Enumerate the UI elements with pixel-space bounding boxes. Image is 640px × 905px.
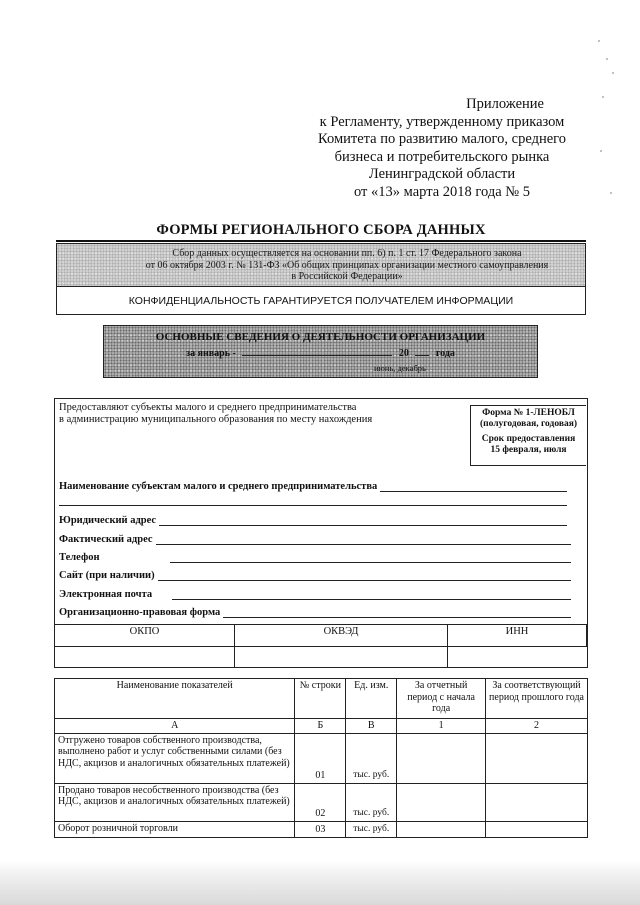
form-periodicity: (полугодовая, годовая): [479, 419, 578, 429]
col-letter-b: Б: [295, 719, 346, 734]
entity-name-input[interactable]: [380, 481, 567, 492]
okpo-cell[interactable]: [55, 646, 235, 668]
title-rule: [56, 240, 586, 242]
previous-value-cell[interactable]: [486, 733, 588, 783]
entity-name-label: Наименование субъектам малого и среднего предпринимательства: [59, 481, 378, 492]
appendix-header: [292, 96, 592, 201]
period-month-field[interactable]: [242, 355, 392, 356]
okpo-header: ОКПО: [55, 625, 235, 646]
row-code: 02: [295, 783, 346, 821]
scan-speck: [600, 150, 602, 152]
unit-header: Ед. изм.: [346, 679, 397, 719]
scan-speck: [612, 72, 614, 74]
legal-address-input[interactable]: [159, 515, 567, 526]
confidentiality-notice: КОНФИДЕНЦИАЛЬНОСТЬ ГАРАНТИРУЕТСЯ ПОЛУЧАТЕЛЕМ ИНФОРМАЦИИ: [56, 287, 586, 315]
appendix-line: Ленинградской области: [368, 166, 516, 182]
row-code: 03: [295, 821, 346, 837]
entity-name-input-2[interactable]: [59, 495, 567, 506]
col-letter-a: А: [55, 719, 295, 734]
row-name: Продано товаров несобственного производства (без НДС, акцизов и аналогичных обязательных платежей): [55, 783, 295, 821]
main-title: ФОРМЫ РЕГИОНАЛЬНОГО СБОРА ДАННЫХ: [156, 222, 486, 238]
period-year: 20: [398, 348, 409, 359]
deadline-value: 15 февраля, июля: [490, 445, 567, 455]
row-unit: тыс. руб.: [346, 783, 397, 821]
form-id-box: [470, 405, 586, 466]
period-prefix: за январь -: [186, 348, 236, 359]
row-code: 01: [295, 733, 346, 783]
basic-info-title: ОСНОВНЫЕ СВЕДЕНИЯ О ДЕЯТЕЛЬНОСТИ ОРГАНИЗАЦИИ: [155, 331, 486, 343]
appendix-line: от «13» марта 2018 года № 5: [354, 183, 530, 200]
reporting-value-cell[interactable]: [397, 733, 486, 783]
month-hint: июнь, декабрь: [374, 363, 426, 373]
col-number-2: 2: [486, 719, 588, 734]
provider-line: в администрацию муниципального образования по месту нахождения: [59, 414, 373, 425]
indicators-table: [54, 678, 588, 838]
table-row: [55, 821, 588, 837]
previous-value-cell[interactable]: [486, 783, 588, 821]
appendix-line: Комитета по развитию малого, среднего: [318, 131, 566, 147]
appendix-line: бизнеса и потребительского рынка: [334, 148, 550, 165]
reporting-header: За отчетный период с начала года: [397, 679, 486, 719]
table-row: [55, 783, 588, 821]
table-row: [55, 733, 588, 783]
actual-address-label: Фактический адрес: [59, 534, 153, 545]
legal-address-field[interactable]: [59, 515, 567, 526]
table-header-row: [55, 679, 588, 719]
appendix-line: к Регламенту, утвержденному приказом: [319, 113, 565, 130]
reporting-value-cell[interactable]: [397, 783, 486, 821]
website-field[interactable]: [59, 570, 571, 581]
inn-cell[interactable]: [448, 646, 587, 668]
scan-speck: [598, 40, 600, 42]
scan-bottom-edge: [0, 860, 640, 905]
appendix-line: Приложение: [466, 96, 544, 112]
legal-line: в Российской Федерации»: [291, 271, 403, 282]
website-label: Сайт (при наличии): [59, 570, 155, 581]
letters-row: [55, 719, 588, 734]
period-year-field[interactable]: [415, 355, 429, 356]
org-form-label: Организационно-правовая форма: [59, 607, 221, 618]
phone-field[interactable]: [59, 552, 571, 563]
reporting-value-cell[interactable]: [397, 821, 486, 837]
row-no-header: № строки: [295, 679, 346, 719]
phone-label: Телефон: [59, 552, 100, 563]
form-block: [54, 398, 588, 668]
okved-header: ОКВЭД: [235, 625, 448, 646]
codes-table: [55, 624, 587, 668]
email-input[interactable]: [172, 589, 571, 600]
phone-input[interactable]: [170, 552, 571, 563]
entity-name-field-2[interactable]: [59, 495, 567, 506]
row-name: Оборот розничной торговли: [55, 821, 295, 837]
form-number: Форма № 1-ЛЕНОБЛ: [482, 408, 575, 418]
deadline-label: Срок предоставления: [481, 434, 576, 444]
inn-header: ИНН: [448, 625, 587, 646]
col-number-1: 1: [397, 719, 486, 734]
row-unit: тыс. руб.: [346, 733, 397, 783]
scan-speck: [602, 96, 604, 98]
website-input[interactable]: [158, 570, 571, 581]
col-letter-v: В: [346, 719, 397, 734]
previous-value-cell[interactable]: [486, 821, 588, 837]
okved-cell[interactable]: [235, 646, 448, 668]
legal-line: Сбор данных осуществляется на основании пп. 6) п. 1 ст. 17 Федерального закона: [172, 248, 522, 259]
legal-notice-box: [56, 243, 586, 287]
legal-line: от 06 октября 2003 г. № 131-ФЗ «Об общих принципах организации местного самоуправления: [145, 259, 549, 271]
row-unit: тыс. руб.: [346, 821, 397, 837]
email-label: Электронная почта: [59, 589, 153, 600]
provider-text: [59, 402, 419, 426]
org-form-field[interactable]: [59, 607, 571, 618]
row-name: Отгружено товаров собственного производства, выполнено работ и услуг собственными силами (без НДС, акцизов и аналогичных обязательных платежей): [55, 733, 295, 783]
org-form-input[interactable]: [223, 607, 571, 618]
actual-address-field[interactable]: [59, 534, 571, 545]
provider-line: Предоставляют субъекты малого и среднего предпринимательства: [59, 402, 357, 413]
legal-address-label: Юридический адрес: [59, 515, 157, 526]
entity-name-field[interactable]: [59, 481, 567, 492]
previous-header: За соответствующий период прошлого года: [486, 679, 588, 719]
period-line: [104, 348, 537, 359]
indicator-header: Наименование показателей: [55, 679, 295, 719]
period-suffix: года: [435, 348, 455, 359]
email-field[interactable]: [59, 589, 571, 600]
basic-info-box: [103, 325, 538, 378]
scan-speck: [610, 192, 612, 194]
legal-notice-text: [127, 248, 567, 283]
scan-speck: [606, 58, 608, 60]
actual-address-input[interactable]: [156, 534, 571, 545]
